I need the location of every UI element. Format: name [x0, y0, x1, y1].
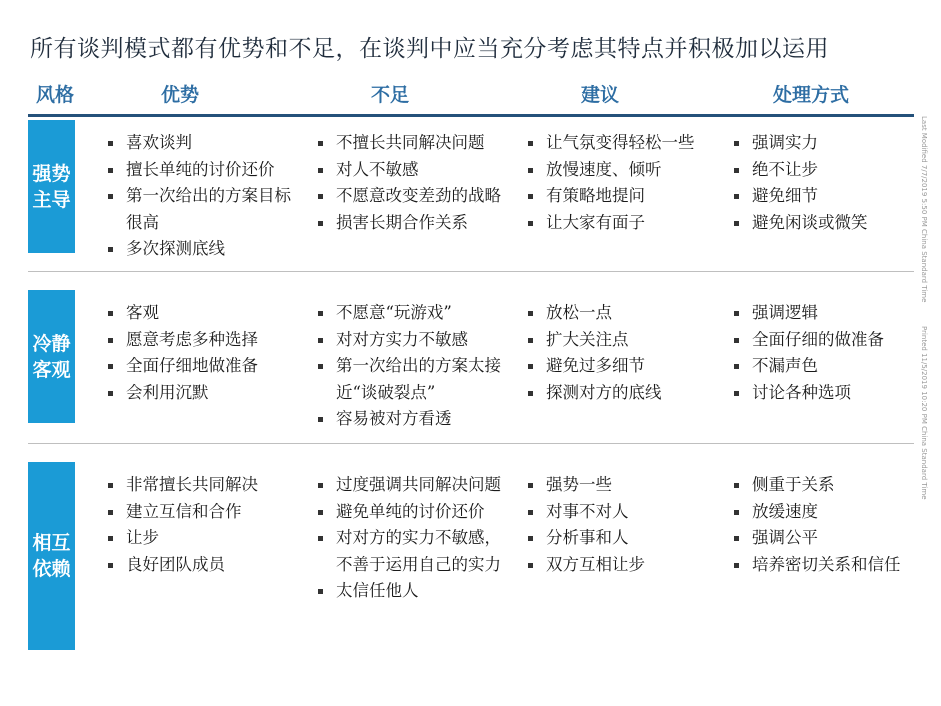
weaknesses-list [314, 300, 514, 433]
list-item: 不愿意改变差劲的战略 [314, 183, 514, 210]
row-divider [28, 271, 914, 272]
strengths-list [104, 130, 304, 263]
list-item: 容易被对方看透 [314, 406, 514, 433]
list-item: 强调实力 [730, 130, 914, 157]
weaknesses-list [314, 472, 514, 605]
header-handling: 处理方式 [773, 84, 850, 106]
list-item: 培养密切关系和信任 [730, 552, 914, 579]
row-divider [28, 443, 914, 444]
list-item: 不擅长共同解决问题 [314, 130, 514, 157]
list-item: 强调公平 [730, 525, 914, 552]
list-item: 避免过多细节 [524, 353, 724, 380]
list-item: 让步 [104, 525, 304, 552]
list-item: 第一次给出的方案太接近“谈破裂点” [314, 353, 514, 406]
list-item: 对事不对人 [524, 499, 724, 526]
list-item: 太信任他人 [314, 578, 514, 605]
table-row [28, 120, 914, 260]
list-item: 绝不让步 [730, 157, 914, 184]
list-item: 全面仔细的做准备 [730, 327, 914, 354]
list-item: 探测对方的底线 [524, 380, 724, 407]
list-item: 第一次给出的方案目标很高 [104, 183, 304, 236]
list-item: 对人不敏感 [314, 157, 514, 184]
list-item: 避免单纯的讨价还价 [314, 499, 514, 526]
list-item: 分析事和人 [524, 525, 724, 552]
row-label [28, 290, 75, 423]
printed-text: Printed 11/5/2019 10:20 PM China Standard Time [920, 326, 928, 500]
list-item: 扩大关注点 [524, 327, 724, 354]
row-label-line: 强势 [32, 162, 71, 185]
list-item: 喜欢谈判 [104, 130, 304, 157]
suggestions-list [524, 130, 724, 236]
list-item: 放松一点 [524, 300, 724, 327]
header-style: 风格 [36, 84, 75, 106]
weaknesses-list [314, 130, 514, 236]
last-modified-text: Last Modified 7/7/2019 5:50 PM China Standard Time [920, 116, 928, 303]
list-item: 侧重于关系 [730, 472, 914, 499]
list-item: 良好团队成员 [104, 552, 304, 579]
list-item: 对对方的实力不敏感，不善于运用自己的实力 [314, 525, 514, 578]
handling-list [730, 300, 914, 406]
header-suggestions: 建议 [581, 84, 620, 106]
list-item: 双方互相让步 [524, 552, 724, 579]
list-item: 擅长单纯的讨价还价 [104, 157, 304, 184]
list-item: 建立互信和合作 [104, 499, 304, 526]
list-item: 有策略地提问 [524, 183, 724, 210]
table-header [28, 74, 914, 117]
page-title: 所有谈判模式都有优势和不足，在谈判中应当充分考虑其特点并积极加以运用 [30, 36, 829, 62]
row-label-line: 依赖 [32, 558, 71, 580]
handling-list [730, 472, 914, 578]
table-row [28, 290, 914, 430]
list-item: 不漏声色 [730, 353, 914, 380]
list-item: 让大家有面子 [524, 210, 724, 237]
list-item: 非常擅长共同解决 [104, 472, 304, 499]
suggestions-list [524, 472, 724, 578]
row-label-line: 主导 [32, 188, 71, 211]
list-item: 强调逻辑 [730, 300, 914, 327]
row-label [28, 120, 75, 253]
side-metadata [920, 116, 938, 536]
list-item: 避免细节 [730, 183, 914, 210]
list-item: 对对方实力不敏感 [314, 327, 514, 354]
suggestions-list [524, 300, 724, 406]
list-item: 不愿意“玩游戏” [314, 300, 514, 327]
list-item: 强势一些 [524, 472, 724, 499]
handling-list [730, 130, 914, 236]
row-label-line: 冷静 [32, 332, 71, 355]
list-item: 避免闲谈或微笑 [730, 210, 914, 237]
list-item: 让气氛变得轻松一些 [524, 130, 724, 157]
strengths-list [104, 472, 304, 578]
list-item: 会利用沉默 [104, 380, 304, 407]
row-label-line: 相互 [32, 532, 71, 554]
list-item: 全面仔细地做准备 [104, 353, 304, 380]
header-strengths: 优势 [161, 84, 200, 106]
list-item: 放慢速度、倾听 [524, 157, 724, 184]
list-item: 客观 [104, 300, 304, 327]
header-weaknesses: 不足 [371, 84, 410, 106]
list-item: 损害长期合作关系 [314, 210, 514, 237]
list-item: 过度强调共同解决问题 [314, 472, 514, 499]
list-item: 讨论各种选项 [730, 380, 914, 407]
row-label-line: 客观 [32, 358, 71, 381]
strengths-list [104, 300, 304, 406]
table-row [28, 462, 914, 652]
row-label [28, 462, 75, 650]
list-item: 愿意考虑多种选择 [104, 327, 304, 354]
list-item: 多次探测底线 [104, 236, 304, 263]
list-item: 放缓速度 [730, 499, 914, 526]
